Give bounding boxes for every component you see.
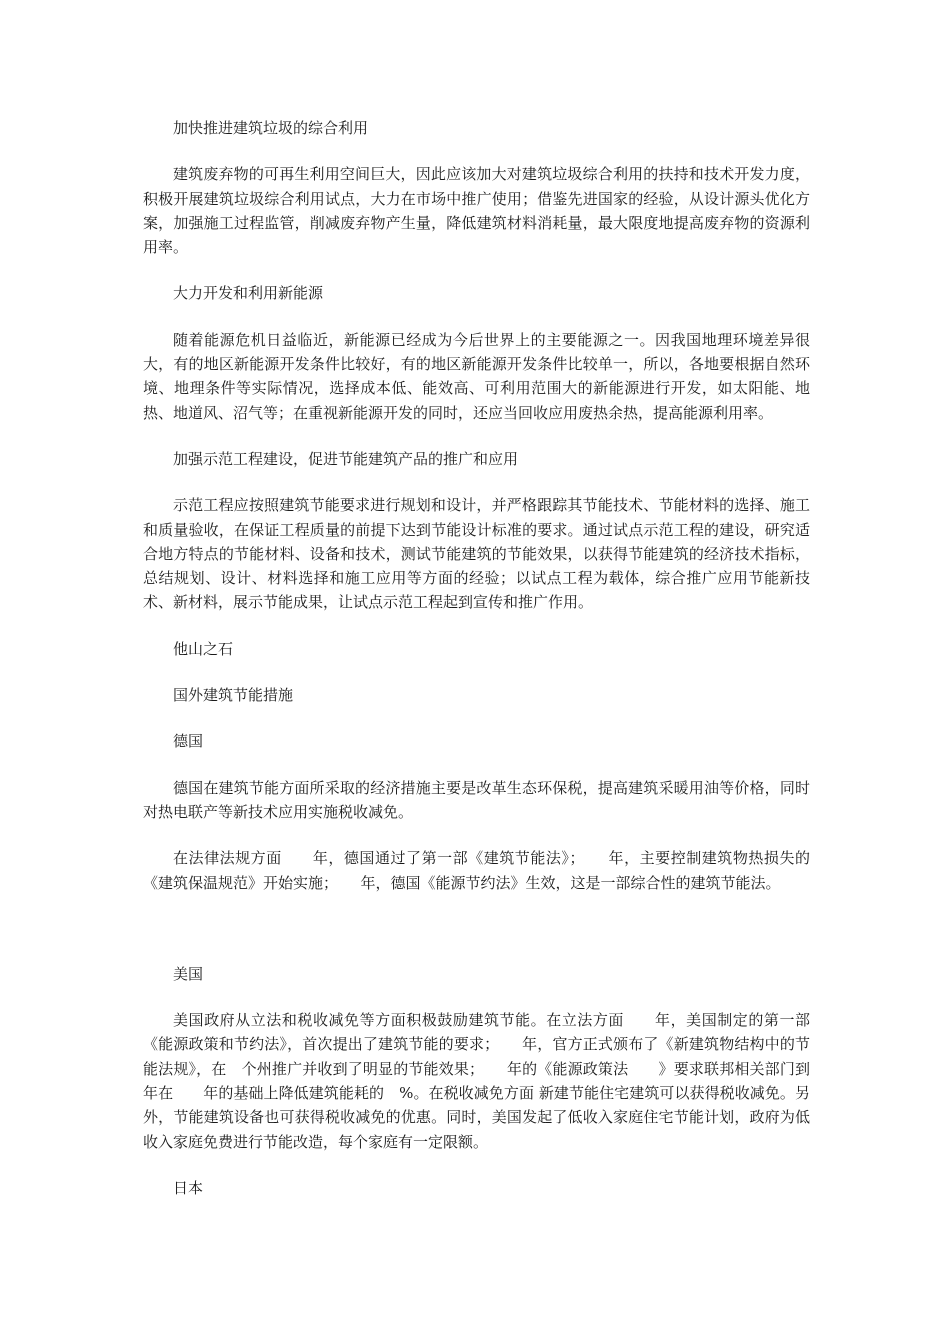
section-heading-japan: 日本 xyxy=(173,1178,204,1197)
section-heading-usa: 美国 xyxy=(173,964,204,983)
spacer xyxy=(143,707,810,729)
spacer xyxy=(143,140,810,162)
paragraph-demo-projects: 示范工程应按照建筑节能要求进行规划和设计，并严格跟踪其节能技术、节能材料的选择、施工和质量验收，在保证工程质量的前提下达到节能设计标准的要求。通过试点示范工程的建设，研究适合地方特点的节能材料、设备和技术，测试节能建筑的节能效果，以获得节能建筑的经济技术指标，总结规划、设计、材料选择和施工应用等方面的经验；以试点工程为载体，综合推广应用节能新技术、新材料，展示节能成果，让试点示范工程起到宣传和推广作用。 xyxy=(143,496,810,612)
section-heading-construction-waste: 加快推进建筑垃圾的综合利用 xyxy=(173,119,369,137)
spacer xyxy=(143,754,810,776)
paragraph-construction-waste: 建筑废弃物的可再生利用空间巨大，因此应该加大对建筑垃圾综合利用的扶持和技术开发力度，积极开展建筑垃圾综合利用试点，大力在市场中推广使用；借鉴先进国家的经验，从设计源头优化方案，加强施工过程监管，削减废弃物产生量，降低建筑材料消耗量，最大限度地提高废弃物的资源利用率。 xyxy=(143,165,810,257)
section-heading-germany: 德国 xyxy=(173,732,204,751)
spacer xyxy=(143,1154,810,1176)
paragraph-germany-law: 在法律法规方面 年，德国通过了第一部《建筑节能法》； 年，主要控制建筑物热损失的《建筑保温规范》开始实施； 年，德国《能源节约法》生效，这是一部综合性的建筑节能法。 xyxy=(143,849,810,892)
spacer xyxy=(143,824,810,846)
spacer xyxy=(143,895,810,962)
paragraph-new-energy: 随着能源危机日益临近，新能源已经成为今后世界上的主要能源之一。因我国地理环境差异很大，有的地区新能源开发条件比较好，有的地区新能源开发条件比较单一，所以，各地要根据自然环境、地理条件等实际情况，选择成本低、能效高、可利用范围大的新能源进行开发，如太阳能、地热、地道风、沼气等；在重视新能源开发的同时，还应当回收应用废热余热，提高能源利用率。 xyxy=(143,330,810,422)
paragraph-usa: 美国政府从立法和税收减免等方面积极鼓励建筑节能。在立法方面 年，美国制定的第一部《能源政策和节约法》，首次提出了建筑节能的要求； 年，官方正式颁布了《新建筑物结构中的节能法规》，在 个州推广并收到了明显的节能效果； 年的《能源政策法 》要求联邦相关部门到 年在 年的基础上降低建筑能耗的 %。在税收减免方面 新建节能住宅建筑可以获得税收减免。另外，节能建筑设备也可获得税收减免的优惠。同时，美国发起了低收入家庭住宅节能计划，政府为低收入家庭免费进行节能改造，每个家庭有一定限额。 xyxy=(143,1011,841,1151)
spacer xyxy=(143,259,810,281)
spacer xyxy=(143,986,810,1008)
spacer xyxy=(143,425,810,447)
spacer xyxy=(143,471,810,493)
spacer xyxy=(143,661,810,683)
section-heading-foreign-measures: 国外建筑节能措施 xyxy=(173,686,294,705)
section-heading-other-mountains: 他山之石 xyxy=(173,639,234,658)
section-heading-demo-projects: 加强示范工程建设，促进节能建筑产品的推广和应用 xyxy=(173,449,519,468)
document-page xyxy=(143,116,841,1200)
spacer xyxy=(143,306,810,328)
paragraph-germany-economic: 德国在建筑节能方面所采取的经济措施主要是改革生态环保税，提高建筑采暖用油等价格，同时对热电联产等新技术应用实施税收减免。 xyxy=(143,778,810,821)
spacer xyxy=(143,615,810,637)
section-heading-new-energy: 大力开发和利用新能源 xyxy=(173,284,324,303)
